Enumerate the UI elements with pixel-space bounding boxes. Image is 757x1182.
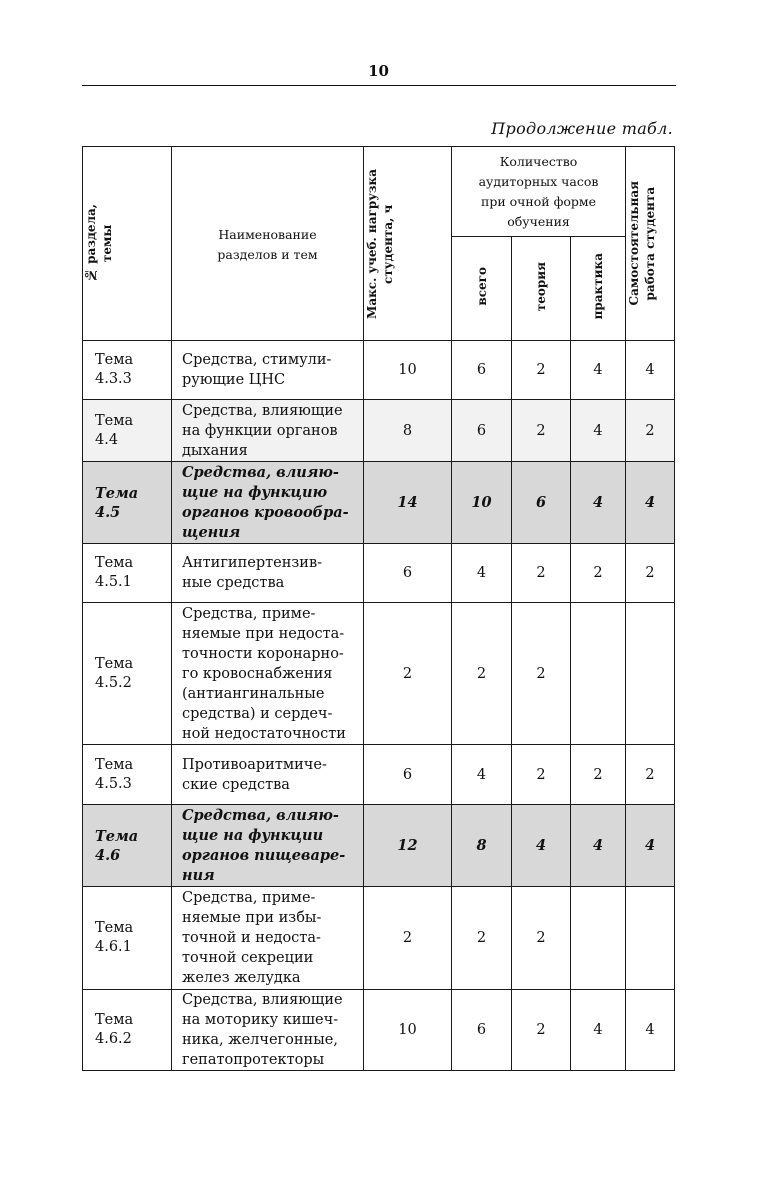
- table-row: [83, 544, 675, 603]
- row-name: Средства, стимули- рующие ЦНС: [172, 341, 364, 400]
- row-number: Тема 4.6: [83, 805, 172, 887]
- row-independent: 2: [626, 745, 675, 805]
- row-max-load: 6: [364, 544, 452, 603]
- row-practice: 4: [571, 462, 626, 544]
- row-number: Тема 4.4: [83, 400, 172, 462]
- row-max-load: 10: [364, 341, 452, 400]
- continuation-label: Продолжение табл.: [491, 119, 673, 138]
- row-number: Тема 4.5.1: [83, 544, 172, 603]
- row-total: 2: [452, 603, 512, 745]
- table-row: [83, 805, 675, 887]
- header-theory-cell: [512, 237, 571, 341]
- row-theory: 2: [512, 341, 571, 400]
- table-row: [83, 341, 675, 400]
- curriculum-table: [82, 146, 675, 1071]
- header-rule: [82, 85, 676, 86]
- header-name-cell: [172, 147, 364, 341]
- row-independent: 2: [626, 544, 675, 603]
- row-independent: 4: [626, 341, 675, 400]
- row-name: Средства, влияющие на моторику кишеч- ника, желчегонные, гепатопротекторы: [172, 990, 364, 1071]
- row-name: Антигипертензив- ные средства: [172, 544, 364, 603]
- row-max-load: 10: [364, 990, 452, 1071]
- header-number-cell: [83, 147, 172, 341]
- row-max-load: 12: [364, 805, 452, 887]
- header-independent-cell: [626, 147, 675, 341]
- row-total: 2: [452, 887, 512, 990]
- row-practice: 4: [571, 341, 626, 400]
- row-practice: 4: [571, 805, 626, 887]
- row-name: Средства, приме- няемые при избы- точной и недоста- точной секреции желез желудка: [172, 887, 364, 990]
- row-independent: [626, 887, 675, 990]
- header-total-cell: [452, 237, 512, 341]
- row-theory: 2: [512, 745, 571, 805]
- row-name: Средства, влияю- щие на функцию органов кровообра- щения: [172, 462, 364, 544]
- header-max-load: Макс. учеб. нагрузка студента, ч: [365, 168, 395, 319]
- row-total: 4: [452, 745, 512, 805]
- row-practice: 4: [571, 400, 626, 462]
- header-name: Наименование разделов и тем: [217, 227, 318, 262]
- table-row: [83, 990, 675, 1071]
- row-max-load: 2: [364, 887, 452, 990]
- page-number: 10: [368, 62, 389, 80]
- row-independent: [626, 603, 675, 745]
- row-theory: 2: [512, 400, 571, 462]
- row-practice: 2: [571, 745, 626, 805]
- row-name: Средства, приме- няемые при недоста- точности коронарно- го кровоснабжения (антиангинальные средства) и сердеч- ной недостаточности: [172, 603, 364, 745]
- header-total: всего: [474, 267, 489, 306]
- row-theory: 6: [512, 462, 571, 544]
- row-practice: [571, 887, 626, 990]
- row-total: 6: [452, 341, 512, 400]
- row-name: Средства, влияющие на функции органов дыхания: [172, 400, 364, 462]
- row-independent: 2: [626, 400, 675, 462]
- row-practice: 2: [571, 544, 626, 603]
- row-theory: 2: [512, 887, 571, 990]
- row-total: 6: [452, 990, 512, 1071]
- row-practice: 4: [571, 990, 626, 1071]
- row-theory: 2: [512, 544, 571, 603]
- row-total: 10: [452, 462, 512, 544]
- row-number: Тема 4.3.3: [83, 341, 172, 400]
- header-auditory-group-cell: [452, 147, 626, 237]
- row-number: Тема 4.5.3: [83, 745, 172, 805]
- row-theory: 2: [512, 603, 571, 745]
- row-independent: 4: [626, 990, 675, 1071]
- header-number: № раздела, темы: [84, 204, 114, 283]
- header-max-load-cell: [364, 147, 452, 341]
- row-max-load: 6: [364, 745, 452, 805]
- row-number: Тема 4.6.1: [83, 887, 172, 990]
- row-max-load: 8: [364, 400, 452, 462]
- row-theory: 2: [512, 990, 571, 1071]
- row-total: 6: [452, 400, 512, 462]
- table-row: [83, 462, 675, 544]
- table-row: [83, 887, 675, 990]
- header-auditory-group: Количество аудиторных часов при очной форме обучения: [478, 153, 599, 229]
- row-independent: 4: [626, 462, 675, 544]
- header-practice: практика: [591, 253, 606, 320]
- header-practice-cell: [571, 237, 626, 341]
- row-max-load: 2: [364, 603, 452, 745]
- row-independent: 4: [626, 805, 675, 887]
- row-number: Тема 4.5: [83, 462, 172, 544]
- header-theory: теория: [534, 261, 548, 312]
- table-row: [83, 745, 675, 805]
- row-max-load: 14: [364, 462, 452, 544]
- row-practice: [571, 603, 626, 745]
- row-theory: 4: [512, 805, 571, 887]
- row-number: Тема 4.6.2: [83, 990, 172, 1071]
- header-row-top: [83, 147, 675, 237]
- table-row: [83, 400, 675, 462]
- row-name: Средства, влияю- щие на функции органов пищеваре- ния: [172, 805, 364, 887]
- header-independent: Самостоятельная работа студента: [627, 181, 658, 306]
- row-number: Тема 4.5.2: [83, 603, 172, 745]
- row-total: 8: [452, 805, 512, 887]
- row-total: 4: [452, 544, 512, 603]
- row-name: Противоаритмиче- ские средства: [172, 745, 364, 805]
- table-row: [83, 603, 675, 745]
